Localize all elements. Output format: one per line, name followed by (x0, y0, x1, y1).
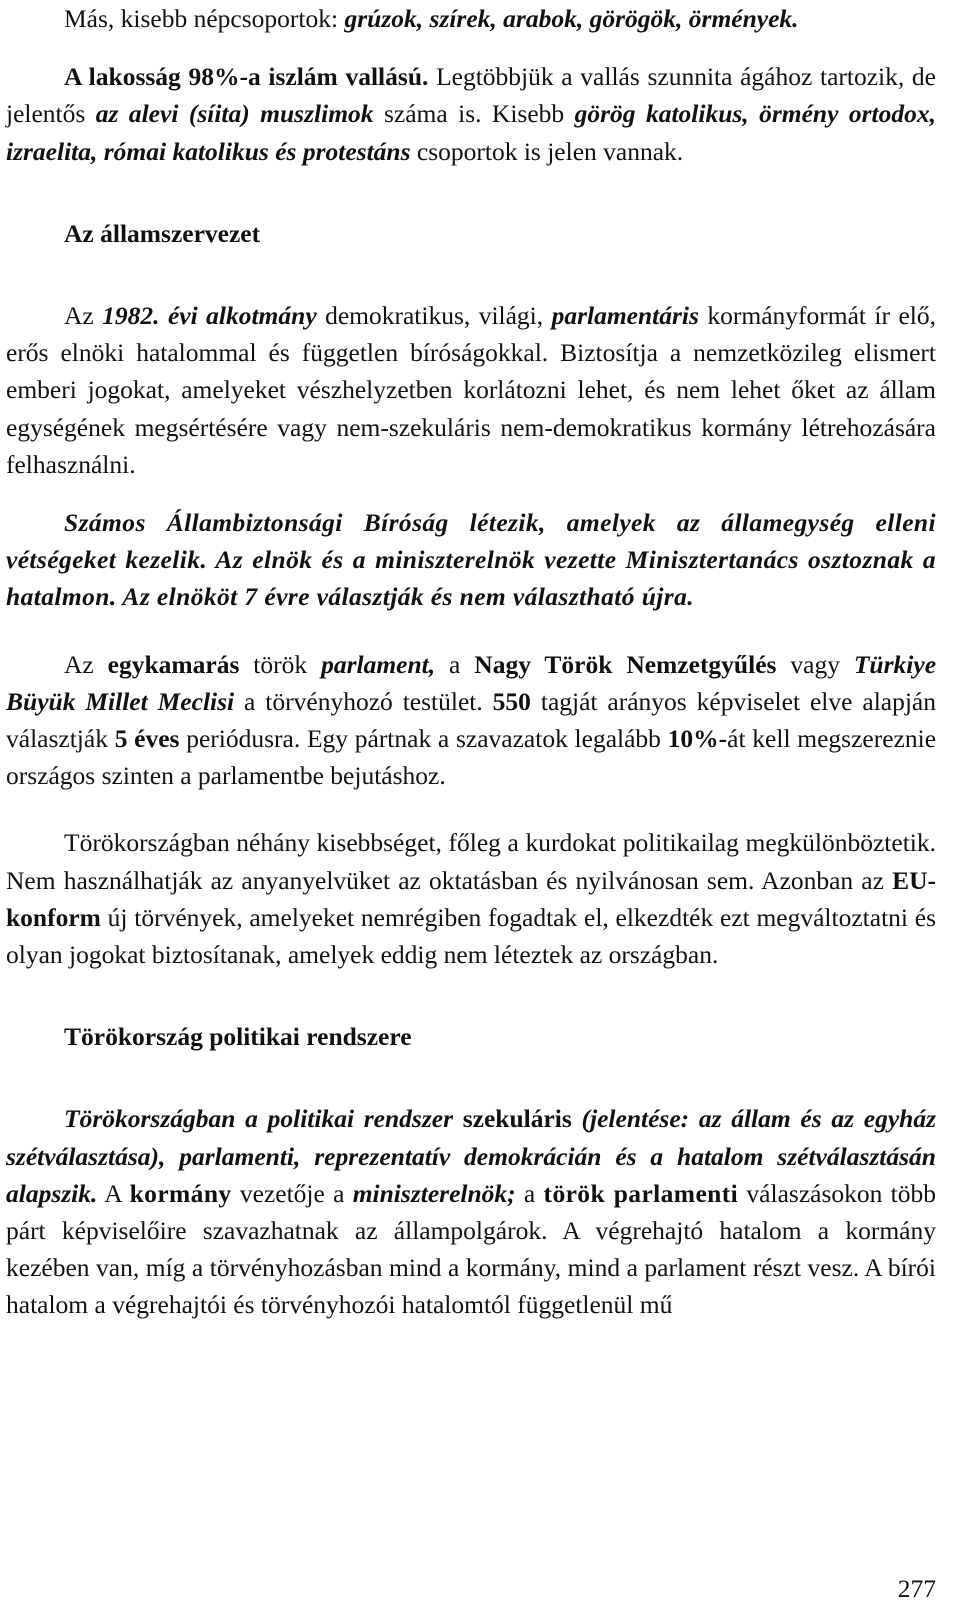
text-span: a (515, 1178, 544, 1208)
text-constitution: 1982. évi alkotmány (102, 301, 317, 331)
text-span: Legtöbbjük a vallás szunnita ágához tartozik, de jelentős (6, 62, 937, 129)
text-minority-churches: görög katolikus, örmény ortodox, izraelita, római katolikus és protestáns (6, 99, 936, 166)
text-span: csoportok is jelen vannak. (410, 136, 684, 166)
paragraph-parliament (6, 646, 936, 795)
text-parliament: parlament, (321, 649, 436, 679)
text-span: kormányformát ír elő, erős elnöki hatalommal és független bíróságokkal. Biztosítja a nemzetközileg elismert emberi jogokat, amelyeket vészhelyzetben korlátozni lehet, és nem lehet őket az állam egységének megsértésére vagy nem-szekuláris nem-demokratikus kormány létrehozására felhasználni. (6, 301, 936, 479)
text-span: száma is. Kisebb (373, 99, 575, 129)
text-eu-conform: EU-konform (6, 865, 936, 932)
text-span: át kell megszereznie országos szinten a parlamentbe bejutáshoz. (6, 724, 937, 791)
text-member-count: 550 (492, 686, 531, 716)
paragraph-security-courts: Számos Állambiztonsági Bíróság létezik, amelyek az államegység elleni vétségeket kezelik. Az elnök és a miniszterelnök vezette Minisztertanács osztoznak a hatalmon. Az elnököt 7 évre választják és nem választható újra. (6, 508, 936, 612)
text-span: török (239, 649, 322, 679)
document-page (6, 0, 936, 1324)
text-ethnic-list: grúzok, szírek, arabok, görögök, örmények. (344, 4, 799, 33)
text-term-length: 5 éves (114, 724, 180, 754)
text-unicameral: egykamarás (107, 649, 240, 679)
text-span: új törvények, amelyeket nemrégiben fogadtak el, elkezdték ezt megváltoztatni és olyan jogokat biztosítanak, amelyek eddig nem léteztek az országban. (6, 902, 936, 970)
text-span: a (435, 649, 475, 679)
section-heading-state-structure: Az államszervezet (64, 218, 261, 248)
text-span: Az (64, 301, 103, 331)
text-secular: szekuláris (453, 1104, 572, 1134)
text-span: vezetője a (231, 1178, 353, 1208)
text-span: periódusra. Egy pártnak a szavazatok legalább (179, 724, 668, 754)
text-span: A (97, 1178, 130, 1208)
text-span: vagy (776, 649, 854, 679)
text-threshold: 10%- (667, 724, 728, 754)
text-alevi: az alevi (síita) muszlimok (95, 99, 374, 129)
text-government: kormány (129, 1178, 232, 1208)
paragraph-constitution (6, 297, 936, 483)
text-grand-assembly: Nagy Török Nemzetgyűlés (474, 649, 777, 679)
text-secular-def: (jelentése: az állam és az egyház szétválasztása), parlamenti, reprezentatív demokrácián és a hatalom szétválasztásán alapszik. (6, 1104, 937, 1208)
text-turkish-parliamentary: török parlamenti (543, 1178, 739, 1208)
paragraph-ethnic-groups (6, 0, 936, 37)
text-intro: Más, kisebb népcsoportok: (64, 4, 345, 33)
text-span: tagját arányos képviselet elve alapján választják (6, 686, 936, 754)
text-span: demokratikus, világi, (316, 301, 552, 331)
text-parliamentary: parlamentáris (551, 301, 699, 331)
text-religion-stat: A lakosság 98%-a iszlám vallású. (64, 62, 429, 92)
text-span: Az (64, 649, 108, 679)
text-span: a törvényhozó testület. (234, 686, 493, 716)
paragraph-minorities (6, 824, 936, 973)
paragraph-political-system (6, 1100, 936, 1323)
text-span: Törökországban néhány kisebbséget, főleg a kurdokat politikailag megkülönböztetik. Nem használhatják az anyanyelvüket az oktatásban és nyilvánosan sem. Azonban az (6, 828, 936, 895)
text-system-intro: Törökországban a politikai rendszer (64, 1104, 454, 1134)
section-heading-political-system: Törökország politikai rendszere (64, 1022, 412, 1052)
paragraph-religion (6, 58, 936, 170)
page-number: 277 (897, 1574, 936, 1603)
text-prime-minister: miniszterelnök; (352, 1178, 516, 1208)
text-span: válaszásokon több párt képviselőire szavazhatnak az állampolgárok. A végrehajtó hatalom a kormány kezében van, míg a törvényhozásban mind a kormány, mind a parlament részt vesz. A bírói hatalom a végrehajtói és törvényhozói hatalomtól függetlenül mű (6, 1178, 937, 1320)
text-tbmm: Türkiye Büyük Millet Meclisi (6, 649, 937, 716)
